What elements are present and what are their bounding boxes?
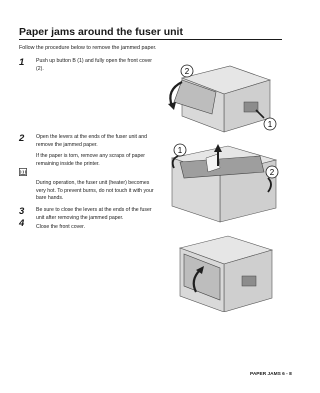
step-2-line: remaining inside the printer. — [36, 160, 100, 167]
step-3-number: 3 — [19, 206, 25, 217]
callout-2-label: 2 — [269, 168, 275, 177]
note-line: bare hands. — [36, 195, 64, 201]
callout-1-label: 1 — [177, 146, 183, 155]
intro-text: Follow the procedure below to remove the jammed paper. — [19, 45, 157, 51]
callout-2-label: 2 — [184, 67, 190, 76]
step-1-line: Push up button B (1) and fully open the front cover — [36, 58, 152, 64]
note-line: During operation, the fuser unit (heater) becomes — [36, 180, 150, 186]
step-2-number: 2 — [19, 133, 25, 144]
step-3-line: Be sure to close the levers at the ends of the fuser — [36, 207, 152, 213]
figure-fuser-levers — [160, 138, 282, 224]
step-2-line: Open the levers at the ends of the fuser unit and — [36, 134, 148, 140]
page-title: Paper jams around the fuser unit — [19, 26, 183, 38]
step-1-line: (2). — [36, 65, 44, 72]
step-2-line: If the paper is torn, remove any scraps of paper — [36, 153, 145, 159]
callout-1-label: 1 — [267, 120, 273, 129]
step-3-text — [36, 207, 154, 222]
step-2-text — [36, 134, 154, 168]
figure-open-front-cover — [160, 58, 282, 136]
note-text — [36, 180, 154, 203]
step-1-number: 1 — [19, 57, 25, 68]
step-4-number: 4 — [19, 218, 25, 229]
note-line: very hot. To prevent burns, do not touch it with your — [36, 187, 154, 194]
hot-surface-icon — [19, 168, 27, 176]
step-4-text — [36, 224, 154, 232]
step-2-line: remove the jammed paper. — [36, 141, 98, 148]
title-rule — [19, 39, 282, 40]
step-3-line: unit after removing the jammed paper. — [36, 214, 124, 221]
step-4-line: Close the front cover. — [36, 224, 86, 230]
page-footer: PAPER JAMS 6 - 8 — [250, 372, 292, 377]
figure-close-front-cover — [160, 226, 282, 312]
step-1-text — [36, 58, 154, 73]
